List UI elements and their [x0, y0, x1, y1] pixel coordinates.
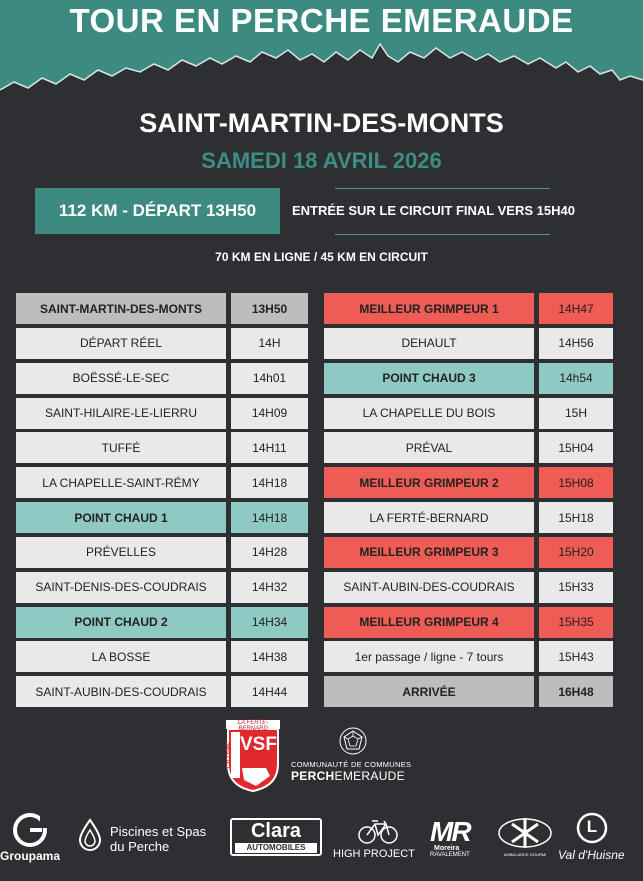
right-table-row	[324, 502, 613, 533]
moreira-logo	[430, 816, 484, 860]
left-table-stage-name: SAINT-HILAIRE-LE-LIERRU	[16, 398, 226, 429]
right-table-stage-time: 14H56	[539, 328, 613, 359]
right-table-stage-name: LA FERTÉ-BERNARD	[324, 502, 534, 533]
right-table-stage-name: ARRIVÉE	[324, 676, 534, 707]
distance-departure-box: 112 KM - DÉPART 13H50	[35, 188, 280, 234]
left-table-stage-time: 14H28	[231, 537, 308, 568]
moreira-name: Moreira	[434, 845, 460, 852]
right-table-stage-time: 15H08	[539, 467, 613, 498]
water-drop-icon	[76, 818, 104, 852]
moreira-sub: RAVALEMENT	[430, 852, 470, 858]
right-table-stage-name: MEILLEUR GRIMPEUR 2	[324, 467, 534, 498]
right-table-stage-time: 14H47	[539, 293, 613, 324]
left-table-row	[16, 432, 308, 463]
vsf-banner-text: LA FERTE-BERNARD	[237, 720, 269, 732]
moreira-initials: MR	[430, 816, 470, 847]
right-table-row	[324, 641, 613, 672]
right-table-row	[324, 607, 613, 638]
right-table-row	[324, 537, 613, 568]
left-table-row	[16, 676, 308, 707]
piscines-line1: Piscines et Spas	[110, 824, 207, 839]
left-table-stage-name: SAINT-AUBIN-DES-COUDRAIS	[16, 676, 226, 707]
leclerc-letter: L	[586, 817, 598, 836]
valdhuisne-label: Val d'Huisne	[558, 848, 625, 862]
left-table-row	[16, 537, 308, 568]
left-table-row	[16, 641, 308, 672]
right-schedule-table	[324, 293, 613, 711]
clara-logo	[230, 818, 322, 856]
start-town: SAINT-MARTIN-DES-MONTS	[139, 108, 504, 138]
left-table-row	[16, 363, 308, 394]
right-table-stage-time: 15H33	[539, 572, 613, 603]
right-table-row	[324, 432, 613, 463]
right-table-stage-time: 14h54	[539, 363, 613, 394]
right-table-stage-name: SAINT-AUBIN-DES-COUDRAIS	[324, 572, 534, 603]
left-table-stage-time: 14H34	[231, 607, 308, 638]
divider-bottom	[335, 234, 550, 235]
left-table-stage-time: 14H11	[231, 432, 308, 463]
gem-icon	[338, 726, 368, 756]
left-table-stage-time: 14H32	[231, 572, 308, 603]
community-line1: COMMUNAUTÉ DE COMMUNES	[291, 760, 412, 769]
right-table-stage-time: 16H48	[539, 676, 613, 707]
logos-area	[0, 720, 643, 881]
vsf-club-logo	[226, 720, 280, 792]
ambulance-logo	[496, 814, 554, 862]
event-date: SAMEDI 18 AVRIL 2026	[201, 148, 442, 173]
left-table-row	[16, 398, 308, 429]
left-table-row	[16, 328, 308, 359]
left-table-stage-time: 14H44	[231, 676, 308, 707]
community-name-part2: EMERAUDE	[334, 769, 405, 783]
left-table-stage-time: 14H09	[231, 398, 308, 429]
left-table-stage-time: 14H38	[231, 641, 308, 672]
ambulance-label: AMBULANCE GOURMI	[503, 852, 547, 857]
right-table-stage-name: 1er passage / ligne - 7 tours	[324, 641, 534, 672]
route-split-text: 70 KM EN LIGNE / 45 KM EN CIRCUIT	[215, 250, 428, 264]
right-table-stage-name: MEILLEUR GRIMPEUR 3	[324, 537, 534, 568]
right-table-row	[324, 676, 613, 707]
left-table-stage-name: TUFFÉ	[16, 432, 226, 463]
piscines-line2: du Perche	[110, 839, 170, 854]
right-table-row	[324, 328, 613, 359]
left-table-stage-name: POINT CHAUD 1	[16, 502, 226, 533]
left-table-stage-name: POINT CHAUD 2	[16, 607, 226, 638]
right-table-stage-name: PRÉVAL	[324, 432, 534, 463]
left-table-row	[16, 572, 308, 603]
divider-top	[335, 188, 550, 189]
groupama-label: Groupama	[0, 849, 61, 863]
left-table-stage-time: 13H50	[231, 293, 308, 324]
left-table-stage-name: BOËSSÉ-LE-SEC	[16, 363, 226, 394]
right-table-stage-time: 15H	[539, 398, 613, 429]
community-name	[291, 769, 405, 783]
left-table-stage-time: 14H	[231, 328, 308, 359]
left-table-stage-name: SAINT-MARTIN-DES-MONTS	[16, 293, 226, 324]
right-table-row	[324, 398, 613, 429]
bicycle-icon	[358, 818, 398, 844]
left-table-stage-time: 14h01	[231, 363, 308, 394]
left-table-stage-name: LA CHAPELLE-SAINT-RÉMY	[16, 467, 226, 498]
vsf-side-text: CYCLISME	[225, 742, 232, 768]
right-table-row	[324, 363, 613, 394]
right-table-stage-name: POINT CHAUD 3	[324, 363, 534, 394]
left-table-stage-name: SAINT-DENIS-DES-COUDRAIS	[16, 572, 226, 603]
left-table-row	[16, 293, 308, 324]
left-table-row	[16, 607, 308, 638]
right-table-stage-name: DEHAULT	[324, 328, 534, 359]
right-table-row	[324, 293, 613, 324]
event-title: TOUR EN PERCHE EMERAUDE	[69, 2, 574, 39]
right-table-stage-time: 15H04	[539, 432, 613, 463]
right-table-stage-name: MEILLEUR GRIMPEUR 1	[324, 293, 534, 324]
vsf-initials: VSF	[240, 734, 277, 755]
community-name-part1: PERCH	[291, 769, 335, 783]
left-table-stage-time: 14H18	[231, 502, 308, 533]
left-schedule-table	[16, 293, 308, 711]
right-table-stage-name: LA CHAPELLE DU BOIS	[324, 398, 534, 429]
highproject-label: HIGH PROJECT	[333, 848, 415, 860]
leclerc-icon	[576, 812, 608, 844]
left-table-stage-name: DÉPART RÉEL	[16, 328, 226, 359]
right-table-stage-time: 15H43	[539, 641, 613, 672]
left-table-stage-time: 14H18	[231, 467, 308, 498]
final-circuit-text: ENTRÉE SUR LE CIRCUIT FINAL VERS 15H40	[292, 203, 575, 218]
right-table-stage-time: 15H20	[539, 537, 613, 568]
right-table-row	[324, 572, 613, 603]
left-table-stage-name: PRÉVELLES	[16, 537, 226, 568]
left-table-stage-name: LA BOSSE	[16, 641, 226, 672]
right-table-stage-name: MEILLEUR GRIMPEUR 4	[324, 607, 534, 638]
header-banner	[0, 0, 643, 110]
groupama-icon	[10, 812, 50, 848]
right-table-stage-time: 15H18	[539, 502, 613, 533]
right-table-stage-time: 15H35	[539, 607, 613, 638]
clara-name: Clara	[250, 820, 302, 842]
right-table-row	[324, 467, 613, 498]
clara-sub: AUTOMOBILES	[235, 843, 317, 853]
left-table-row	[16, 467, 308, 498]
left-table-row	[16, 502, 308, 533]
